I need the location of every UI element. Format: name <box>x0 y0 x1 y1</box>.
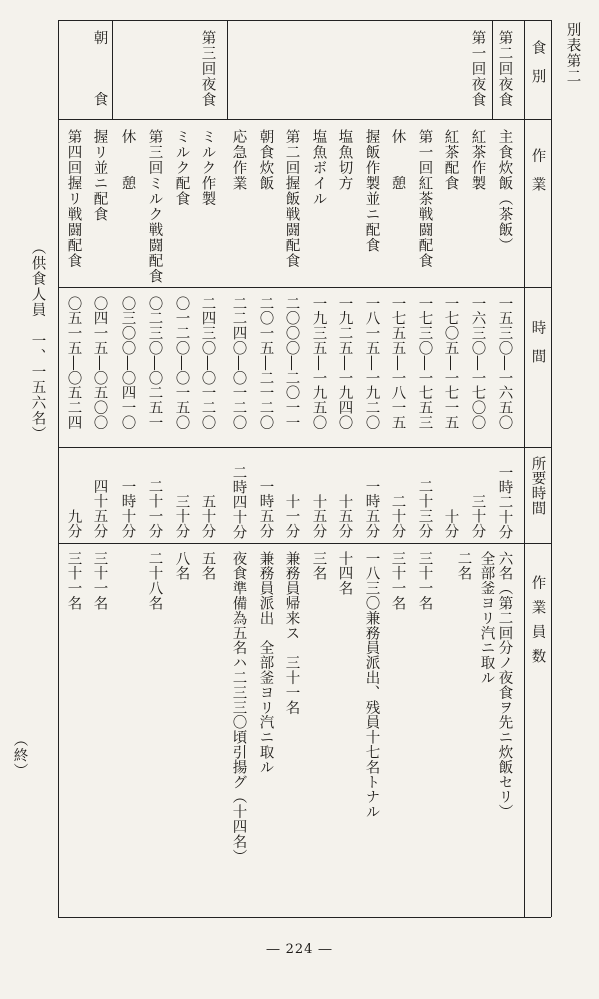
time-cell: 一七三〇―一七五三 <box>416 296 433 431</box>
workers-cell: 兼務員派出 全部釜ヨリ汽ニ取ル <box>257 551 274 775</box>
duration-cell: 十分 <box>442 509 459 539</box>
time-cell: 二〇一五―二一二〇 <box>257 296 274 431</box>
task-cell: 握リ並ニ配食 <box>91 129 108 222</box>
time-cell: 〇二三〇―〇二五一 <box>146 296 163 431</box>
time-cell: 一六三〇―一七〇〇 <box>469 296 486 431</box>
task-cell: 握飯作製並ニ配食 <box>363 129 380 253</box>
duration-cell: 三十分 <box>173 494 190 539</box>
time-cell: 二〇〇〇―二〇一一 <box>283 296 300 431</box>
duration-cell: 一時二十分 <box>496 464 513 539</box>
table-bottom-rule <box>58 917 551 918</box>
header-task: 作業 <box>529 148 546 205</box>
time-cell: 一九三五―一九五〇 <box>310 296 327 431</box>
table-left-rule <box>58 20 59 917</box>
time-cell: 〇一二〇―〇一五〇 <box>173 296 190 431</box>
duration-cell: 九分 <box>65 509 82 539</box>
task-cell: 休 憩 <box>119 129 136 191</box>
task-cell: 第一回紅茶戦闘配食 <box>416 129 433 269</box>
task-cell: 主食炊飯（茶飯） <box>496 129 513 253</box>
task-cell: ミルク作製 <box>199 129 216 207</box>
duration-cell: 三十分 <box>469 494 486 539</box>
header-time: 時間 <box>529 320 546 377</box>
header-divider <box>524 20 525 917</box>
duration-cell: 二十三分 <box>416 479 433 539</box>
row-rule-meal-task <box>58 119 551 120</box>
task-cell: 応急作業 <box>230 129 247 191</box>
meal-label: 第二回夜食 <box>496 30 513 108</box>
time-cell: 二四三〇―〇一二〇 <box>199 296 216 431</box>
table-right-rule <box>551 20 552 917</box>
time-cell: 一五三〇―一六五〇 <box>496 296 513 431</box>
header-meal: 食別 <box>529 40 546 97</box>
meal-label: 第三回夜食 <box>199 30 216 108</box>
page-number: ― 224 ― <box>266 942 333 957</box>
time-cell: 一七五五―一八一五 <box>389 296 406 431</box>
workers-cell: 五名 <box>199 551 216 581</box>
duration-cell: 十五分 <box>310 494 327 539</box>
serving-count-note: （供食人員 一、一五六名） <box>29 240 46 442</box>
task-cell: ミルク配食 <box>173 129 190 207</box>
task-cell: 朝食炊飯 <box>257 129 274 191</box>
time-cell: 〇四一五―〇五〇〇 <box>91 296 108 431</box>
end-mark: （終） <box>11 732 28 779</box>
workers-cell: 二十八名 <box>146 551 163 611</box>
meal-divider-3 <box>492 20 493 119</box>
time-cell: 〇五一五―〇五二四 <box>65 296 82 431</box>
task-cell: 休 憩 <box>389 129 406 191</box>
time-cell: 一九二五―一九四〇 <box>336 296 353 431</box>
workers-cell: 夜食準備為五名ハ二三三〇頃引揚グ（十四名） <box>230 551 247 864</box>
duration-cell: 一時十分 <box>119 479 136 539</box>
workers-cell: 一八三〇兼務員派出、残員十七名トナル <box>363 551 380 820</box>
time-cell: 〇三〇〇―〇四一〇 <box>119 296 136 431</box>
task-cell: 第三回ミルク戦闘配食 <box>146 129 163 284</box>
task-cell: 塩魚ボイル <box>310 129 327 207</box>
appendix-title: 別表第二 <box>564 22 581 84</box>
workers-cell: 三十一名 <box>91 551 108 611</box>
duration-cell: 二時四十分 <box>230 464 247 539</box>
workers-cell: 全部釜ヨリ汽ニ取ル <box>478 551 495 686</box>
meal-label: 朝 食 <box>91 30 108 112</box>
duration-cell: 十一分 <box>283 494 300 539</box>
duration-cell: 五十分 <box>199 494 216 539</box>
meal-label: 第一回夜食 <box>469 30 486 108</box>
meal-divider-1 <box>112 20 113 119</box>
row-rule-task-time <box>58 287 551 288</box>
row-rule-time-duration <box>58 447 551 448</box>
workers-cell: 三十一名 <box>416 551 433 611</box>
workers-cell: 兼務員帰来ス 三十一名 <box>283 551 300 715</box>
header-duration: 所要時間 <box>529 456 546 516</box>
task-cell: 第二回握飯戦闘配食 <box>283 129 300 269</box>
duration-cell: 二十一分 <box>146 479 163 539</box>
duration-cell: 一時五分 <box>363 479 380 539</box>
duration-cell: 十五分 <box>336 494 353 539</box>
duration-cell: 二十分 <box>389 494 406 539</box>
duration-cell: 一時五分 <box>257 479 274 539</box>
meal-divider-2 <box>227 20 228 119</box>
header-workers: 作業員数 <box>529 575 546 673</box>
workers-cell: 三名 <box>310 551 327 581</box>
task-cell: 紅茶作製 <box>469 129 486 191</box>
task-cell: 第四回握リ戦闘配食 <box>65 129 82 269</box>
time-cell: 一七〇五―一七一五 <box>442 296 459 431</box>
task-cell: 紅茶配食 <box>442 129 459 191</box>
workers-cell: 三十一名 <box>65 551 82 611</box>
workers-cell: 三十一名 <box>389 551 406 611</box>
time-cell: 二二四〇―〇一二〇 <box>230 296 247 431</box>
duration-cell: 四十五分 <box>91 479 108 539</box>
row-rule-duration-workers <box>58 543 551 544</box>
workers-cell: 十四名 <box>336 551 353 596</box>
workers-cell: 二名 <box>455 551 472 581</box>
task-cell: 塩魚切方 <box>336 129 353 191</box>
workers-cell: 八名 <box>173 551 190 581</box>
table-top-rule <box>58 20 551 21</box>
time-cell: 一八一五―一九二〇 <box>363 296 380 431</box>
workers-cell: 六名（第二回分ノ夜食ヲ先ニ炊飯セリ） <box>496 551 513 820</box>
